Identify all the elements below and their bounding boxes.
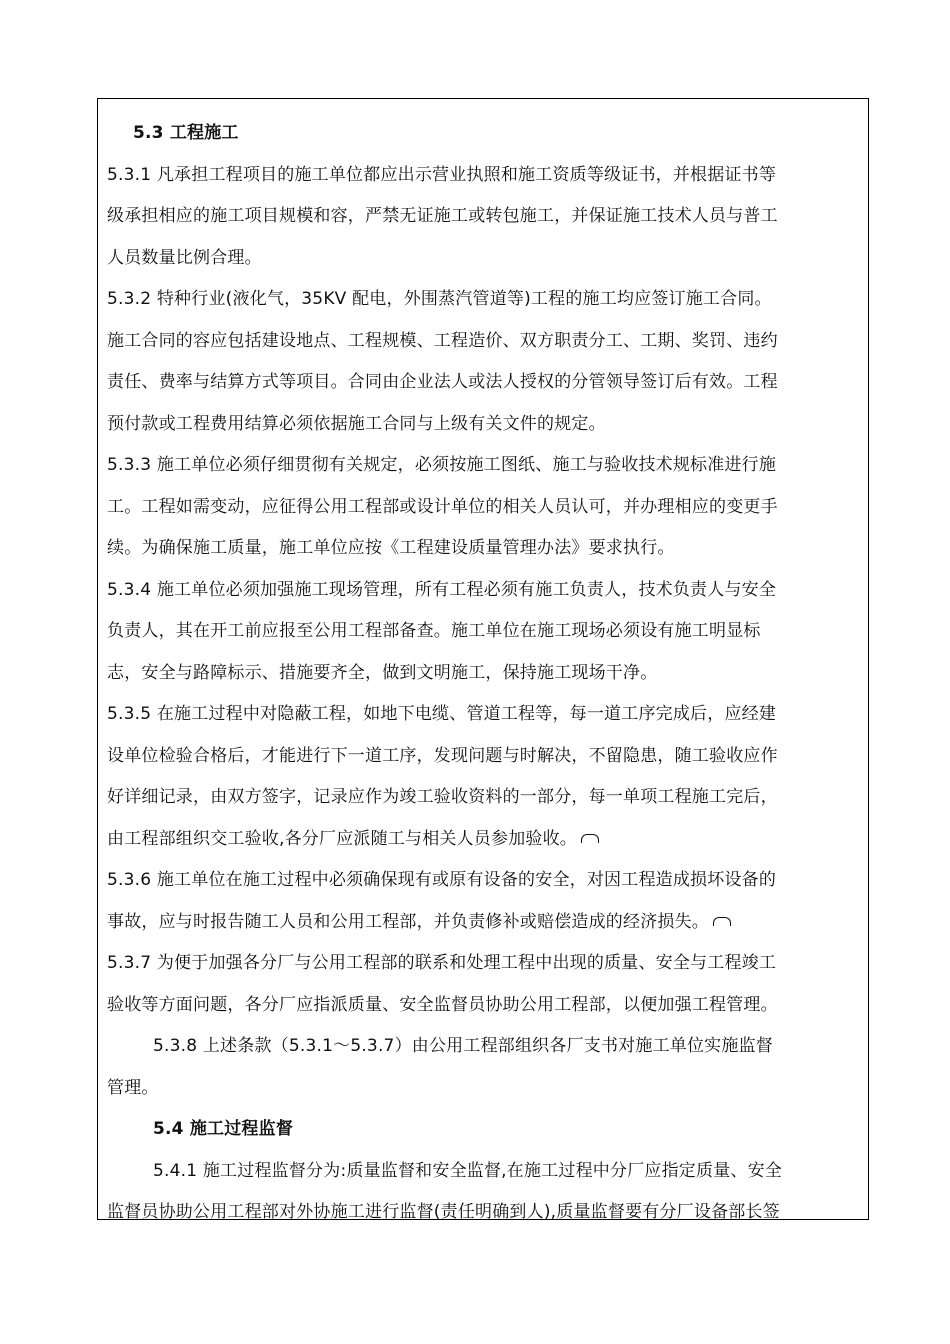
- text-line-with-mark: [107, 902, 859, 944]
- paragraph-5-3-4: [107, 570, 859, 695]
- paragraph-5-4-1: [107, 1151, 859, 1221]
- text-line: 5.4.1 施工过程监督分为:质量监督和安全监督,在施工过程中分厂应指定质量、安全: [153, 1160, 782, 1181]
- text-line: 5.3.4 施工单位必须加强施工现场管理，所有工程必须有施工负责人，技术负责人与安全: [107, 579, 777, 600]
- text-line: 5.3.1 凡承担工程项目的施工单位都应出示营业执照和施工资质等级证书，并根据证书等: [107, 164, 777, 185]
- section-heading-5-4: 5.4 施工过程监督: [153, 1119, 294, 1139]
- text-line: 5.3.6 施工单位在施工过程中必须确保现有或原有设备的安全，对因工程造成损坏设备的: [107, 870, 777, 890]
- text-line: 施工合同的容应包括建设地点、工程规模、工程造价、双方职责分工、工期、奖罚、违约: [107, 330, 778, 351]
- paragraph-mark-icon: [713, 917, 731, 926]
- text-line: 事故，应与时报告随工人员和公用工程部，并负责修补或赔偿造成的经济损失。: [107, 911, 709, 932]
- text-line: 好详细记录，由双方签字，记录应作为竣工验收资料的一部分，每一单项工程施工完后，: [107, 787, 778, 807]
- text-line: 5.3.7 为便于加强各分厂与公用工程部的联系和处理工程中出现的质量、安全与工程竣工: [107, 953, 777, 973]
- text-line: 由工程部组织交工验收,各分厂应派随工与相关人员参加验收。: [107, 828, 578, 849]
- paragraph-5-3-3: [107, 445, 859, 570]
- text-line: 监督员协助公用工程部对外协施工进行监督(责任明确到人),质量监督要有分厂设备部长签: [107, 1202, 780, 1220]
- text-line: 管理。: [107, 1077, 159, 1098]
- text-line: 5.3.3 施工单位必须仔细贯彻有关规定，必须按施工图纸、施工与验收技术规标准进行施: [107, 455, 777, 475]
- text-line: 设单位检验合格后，才能进行下一道工序，发现问题与时解决，不留隐患，随工验收应作: [107, 745, 778, 766]
- paragraph-5-3-8: [107, 1026, 859, 1109]
- text-line: 5.3.8 上述条款（5.3.1～5.3.7）由公用工程部组织各厂支书对施工单位实施监督: [153, 1036, 773, 1056]
- text-line: 工。工程如需变动，应征得公用工程部或设计单位的相关人员认可，并办理相应的变更手: [107, 496, 778, 517]
- paragraph-5-3-6: [107, 860, 859, 943]
- paragraph-5-3-7: [107, 943, 859, 1026]
- paragraph-mark-icon: [581, 834, 599, 843]
- section-heading-5-3: 5.3 工程施工: [133, 123, 239, 143]
- text-line: 负责人，其在开工前应报至公用工程部备查。施工单位在施工现场必须设有施工明显标: [107, 621, 761, 641]
- text-line: 责任、费率与结算方式等项目。合同由企业法人或法人授权的分管领导签订后有效。工程: [107, 372, 778, 392]
- paragraph-5-3-5: [107, 694, 859, 860]
- text-line: 志，安全与路障标示、措施要齐全，做到文明施工，保持施工现场干净。: [107, 662, 658, 683]
- text-line: 5.3.5 在施工过程中对隐蔽工程，如地下电缆、管道工程等，每一道工序完成后，应经建: [107, 704, 777, 724]
- paragraph-5-3-2: [107, 279, 859, 445]
- text-line: 级承担相应的施工项目规模和容，严禁无证施工或转包施工，并保证施工技术人员与普工: [107, 206, 778, 226]
- text-line: 人员数量比例合理。: [107, 247, 262, 268]
- document-content: [107, 113, 859, 1220]
- text-line: 验收等方面问题，各分厂应指派质量、安全监督员协助公用工程部，以便加强工程管理。: [107, 994, 778, 1015]
- text-line: 5.3.2 特种行业(液化气，35KV 配电，外围蒸汽管道等)工程的施工均应签订施工合同。: [107, 289, 772, 309]
- text-line: 续。为确保施工质量，施工单位应按《工程建设质量管理办法》要求执行。: [107, 538, 675, 558]
- text-line: 预付款或工程费用结算必须依据施工合同与上级有关文件的规定。: [107, 413, 606, 434]
- text-line-with-mark: [107, 819, 859, 861]
- paragraph-5-3-1: [107, 155, 859, 280]
- document-page: [97, 98, 869, 1220]
